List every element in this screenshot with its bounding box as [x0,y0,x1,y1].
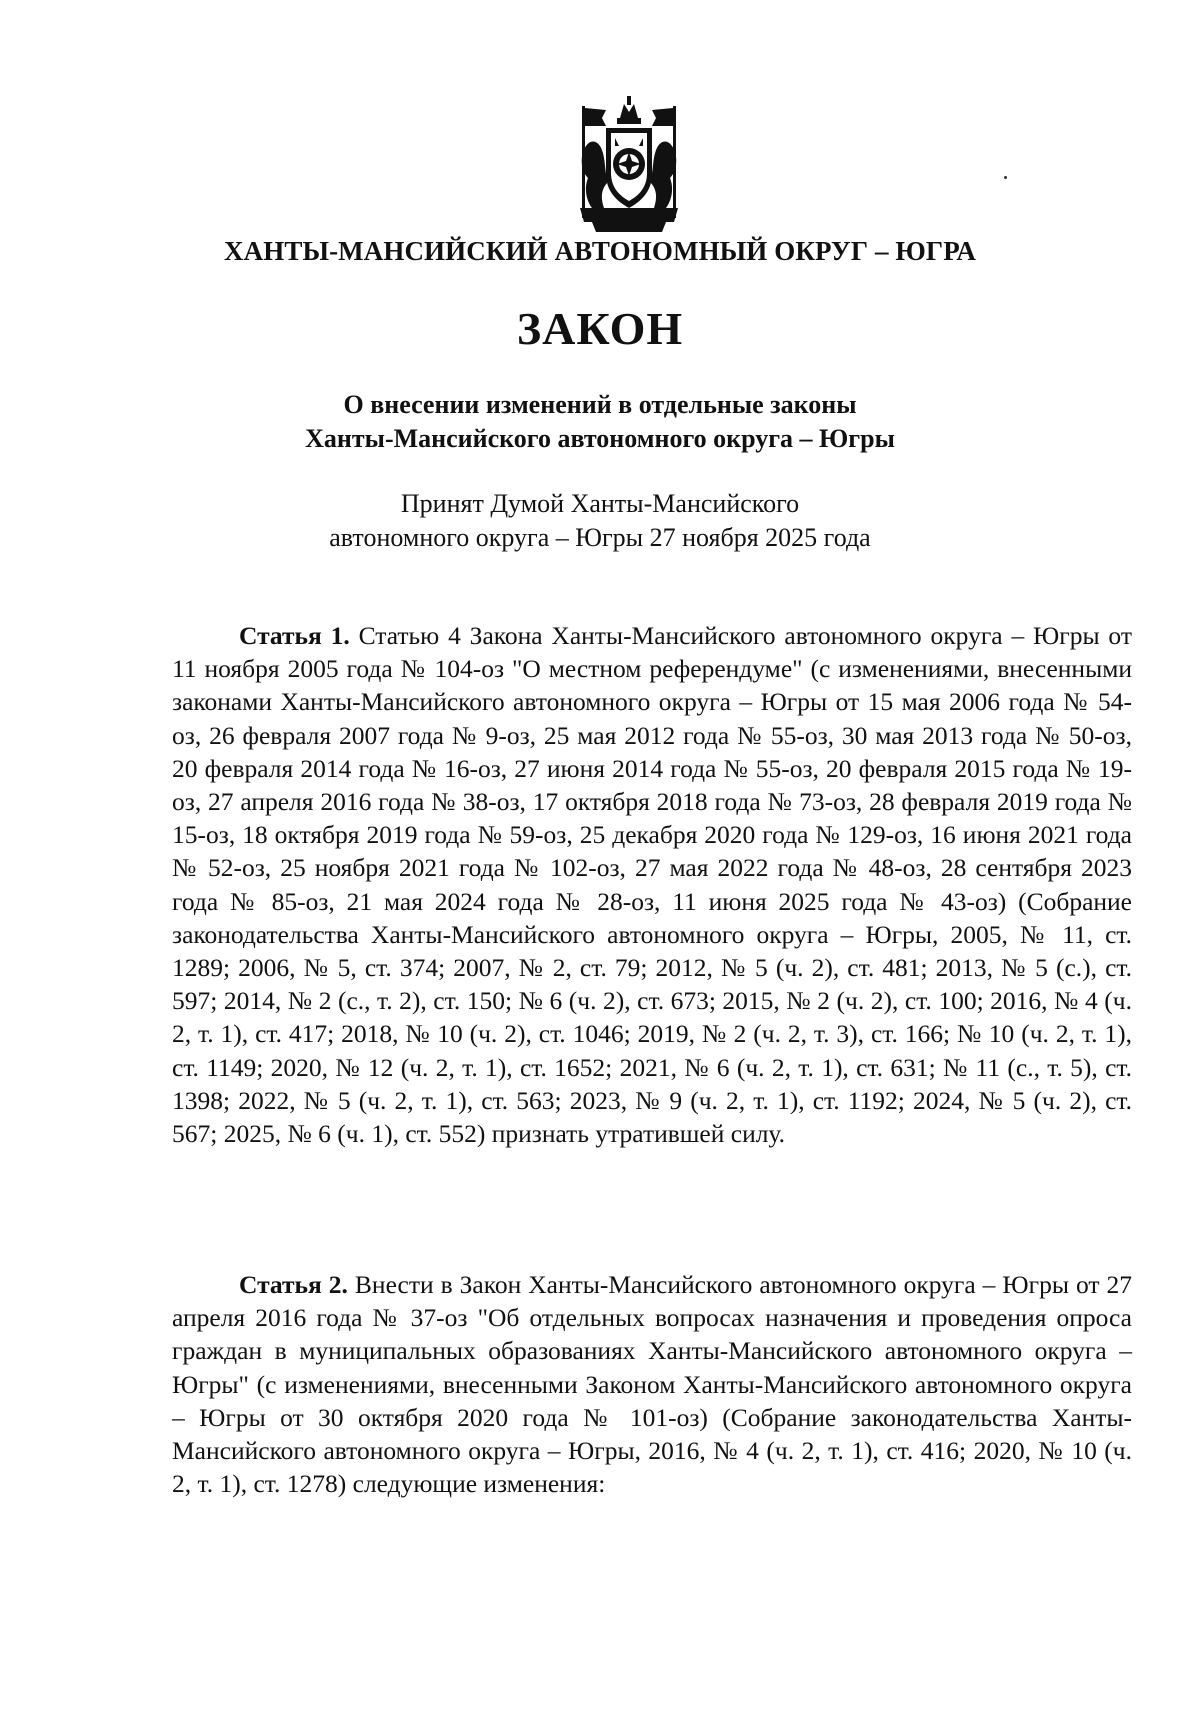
law-title [0,388,1200,456]
adoption-note-line-1: Принят Думой Ханты-Мансийского [400,489,800,518]
adoption-note [0,487,1200,555]
scan-speck [1004,176,1007,179]
region-heading: ХАНТЫ-МАНСИЙСКИЙ АВТОНОМНЫЙ ОКРУГ – ЮГРА [224,236,976,266]
law-title-line-2: Ханты-Мансийского автономного округа – Югры [305,424,895,453]
adoption-note-line-2: автономного округа – Югры 27 ноября 2025 года [329,523,871,552]
article-1 [172,619,1132,1150]
coat-of-arms-icon [570,96,688,234]
article-2 [172,1268,1132,1500]
article-2-heading: Статья 2. [239,1270,348,1299]
law-type-heading: ЗАКОН [516,303,684,354]
article-2-text: Внести в Закон Ханты-Мансийского автономного округа – Югры от 27 апреля 2016 года № 37-оз "Об отдельных вопросах назначения и проведения опроса граждан в муниципальных образованиях Ханты-Мансийского автономного округа – Югры" (с изменениями, внесенными Законом Ханты-Мансийского автономного округа – Югры от 30 октября 2020 года № 101-оз) (Собрание законодательства Ханты-Мансийского автономного округа – Югры, 2016, № 4 (ч. 2, т. 1), ст. 416; 2020, № 10 (ч. 2, т. 1), ст. 1278) следующие изменения: [172,1270,1132,1499]
article-1-text: Статью 4 Закона Ханты-Мансийского автономного округа – Югры от 11 ноября 2005 года № 104-оз "О местном референдуме" (с изменениями, внесенными законами Ханты-Мансийского автономного округа – Югры от 15 мая 2006 года № 54-оз, 26 февраля 2007 года № 9-оз, 25 мая 2012 года № 55-оз, 30 мая 2013 года № 50-оз, 20 февраля 2014 года № 16-оз, 27 июня 2014 года № 55-оз, 20 февраля 2015 года № 19-оз, 27 апреля 2016 года № 38-оз, 17 октября 2018 года № 73-оз, 28 февраля 2019 года № 15-оз, 18 октября 2019 года № 59-оз, 25 декабря 2020 года № 129-оз, 16 июня 2021 года № 52-оз, 25 ноября 2021 года № 102-оз, 27 мая 2022 года № 48-оз, 28 сентября 2023 года № 85-оз, 21 мая 2024 года № 28-оз, 11 июня 2025 года № 43-оз) (Собрание законодательства Ханты-Мансийского автономного округа – Югры, 2005, № 11, ст. 1289; 2006, № 5, ст. 374; 2007, № 2, ст. 79; 2012, № 5 (ч. 2), ст. 481; 2013, № 5 (с.), ст. 597; 2014, № 2 (с., т. 2), ст. 150; № 6 (ч. 2), ст. 673; 2015, № 2 (ч. 2), ст. 100; 2016, № 4 (ч. 2, т. 1), ст. 417; 2018, № 10 (ч. 2), ст. 1046; 2019, № 2 (ч. 2, т. 3), ст. 166; № 10 (ч. 2, т. 1), ст. 1149; 2020, № 12 (ч. 2, т. 1), ст. 1652; 2021, № 6 (ч. 2, т. 1), ст. 631; № 11 (с., т. 5), ст. 1398; 2022, № 5 (ч. 2, т. 1), ст. 563; 2023, № 9 (ч. 2, т. 1), ст. 1192; 2024, № 5 (ч. 2), ст. 567; 2025, № 6 (ч. 1), ст. 552) признать утратившей силу. [172,621,1132,1149]
law-title-line-1: О внесении изменений в отдельные законы [343,390,857,419]
article-1-heading: Статья 1. [239,621,350,650]
